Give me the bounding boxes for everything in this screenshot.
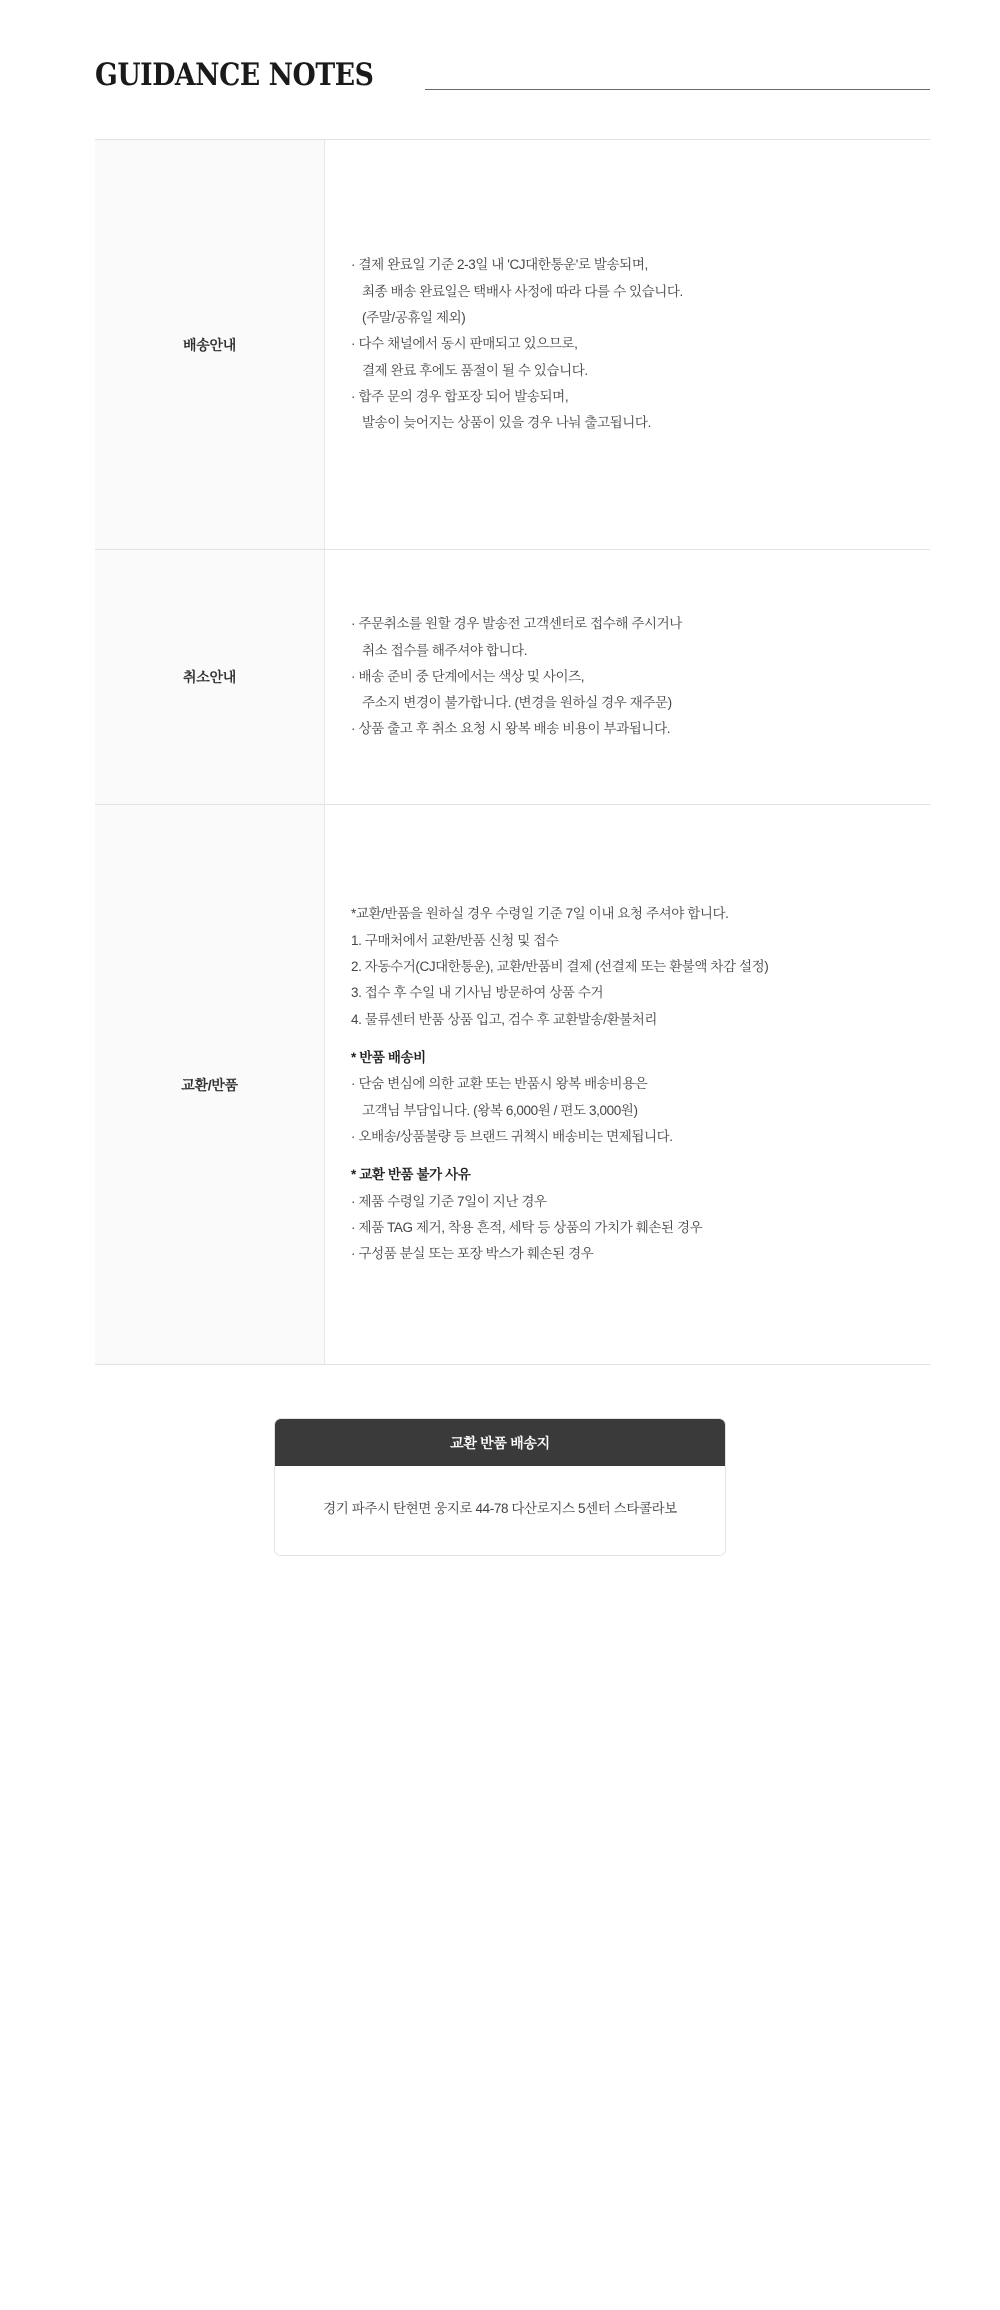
note-line: 최종 배송 완료일은 택배사 사정에 따라 다를 수 있습니다. xyxy=(362,283,683,299)
note-line: *교환/반품을 원하실 경우 수령일 기준 7일 이내 요청 주셔야 합니다. xyxy=(351,906,729,922)
note-line: · 다수 채널에서 동시 판매되고 있으므로, xyxy=(351,336,578,352)
note-line: · 결제 완료일 기준 2-3일 내 'CJ대한통운'로 발송되며, xyxy=(351,257,648,273)
page-header xyxy=(0,57,1000,97)
note-subheading: * 교환 반품 불가 사유 xyxy=(351,1167,471,1183)
table-row xyxy=(95,805,930,1365)
guidance-table xyxy=(95,139,930,1365)
note-line: · 상품 출고 후 취소 요청 시 왕복 배송 비용이 부과됩니다. xyxy=(351,721,671,737)
note-line: · 제품 수령일 기준 7일이 지난 경우 xyxy=(351,1193,547,1209)
note-line: 취소 접수를 해주셔야 합니다. xyxy=(362,642,528,658)
note-line: · 오배송/상품불량 등 브랜드 귀책시 배송비는 면제됩니다. xyxy=(351,1128,673,1144)
table-row xyxy=(95,140,930,550)
note-line: · 제품 TAG 제거, 착용 흔적, 세탁 등 상품의 가치가 훼손된 경우 xyxy=(351,1219,703,1235)
note-line: 4. 물류센터 반품 상품 입고, 검수 후 교환발송/환불처리 xyxy=(351,1011,658,1027)
note-line: 3. 접수 후 수일 내 기사님 방문하여 상품 수거 xyxy=(351,985,604,1001)
note-subheading: * 반품 배송비 xyxy=(351,1050,426,1066)
header-divider xyxy=(425,89,930,90)
guidance-notes-page xyxy=(0,57,1000,1675)
address-card-address: 경기 파주시 탄현면 웅지로 44-78 다산로지스 5센터 스타콜라보 xyxy=(275,1466,725,1555)
note-line: · 주문취소를 원할 경우 발송전 고객센터로 접수해 주시거나 xyxy=(351,616,682,632)
note-line: 발송이 늦어지는 상품이 있을 경우 나눠 출고됩니다. xyxy=(362,415,651,431)
note-line: (주말/공휴일 제외) xyxy=(362,310,466,326)
address-card-title: 교환 반품 배송지 xyxy=(275,1419,725,1466)
note-line: · 배송 준비 중 단계에서는 색상 및 사이즈, xyxy=(351,668,585,684)
page-title: GUIDANCE NOTES xyxy=(95,57,374,93)
note-line: 주소지 변경이 불가합니다. (변경을 원하실 경우 재주문) xyxy=(362,695,672,711)
note-line: 1. 구매처에서 교환/반품 신청 및 접수 xyxy=(351,932,559,948)
table-row xyxy=(95,550,930,805)
row-label-delivery: 배송안내 xyxy=(95,140,325,549)
note-line: 결제 완료 후에도 품절이 될 수 있습니다. xyxy=(362,362,588,378)
note-line: 2. 자동수거(CJ대한통운), 교환/반품비 결제 (선결제 또는 환불액 차감 설정) xyxy=(351,959,769,975)
note-line: 고객님 부담입니다. (왕복 6,000원 / 편도 3,000원) xyxy=(362,1102,638,1118)
row-body-cancel xyxy=(325,550,930,804)
row-body-delivery xyxy=(325,140,930,549)
row-body-exchange xyxy=(325,805,930,1364)
note-line: · 구성품 분실 또는 포장 박스가 훼손된 경우 xyxy=(351,1246,594,1262)
note-line: · 단숨 변심에 의한 교환 또는 반품시 왕복 배송비용은 xyxy=(351,1076,648,1092)
row-label-exchange: 교환/반품 xyxy=(95,805,325,1364)
bottom-spacer xyxy=(0,1555,1000,1675)
note-line: · 합주 문의 경우 합포장 되어 발송되며, xyxy=(351,388,569,404)
return-address-card xyxy=(275,1419,725,1555)
row-label-cancel: 취소안내 xyxy=(95,550,325,804)
